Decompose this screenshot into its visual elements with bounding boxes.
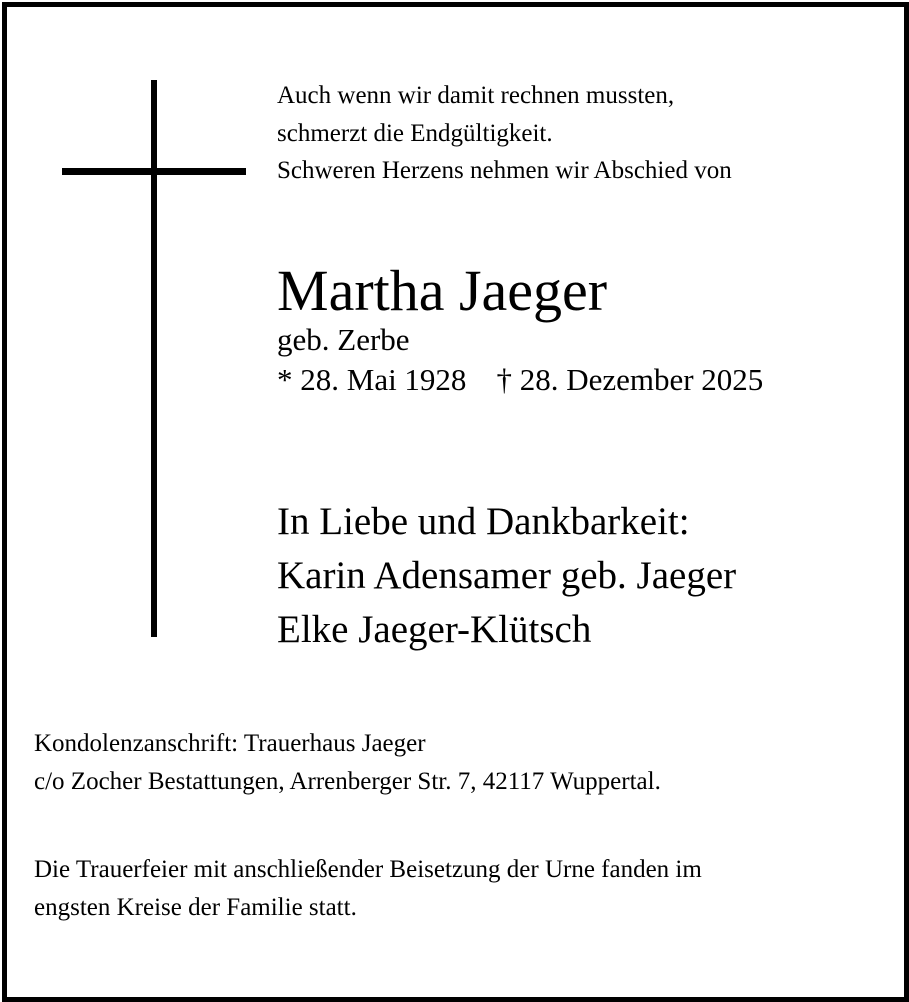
condolence-address (34, 725, 661, 800)
cross-vertical-beam (151, 80, 157, 637)
ceremony-line: engsten Kreise der Familie statt. (34, 893, 357, 921)
condolence-line: Kondolenzanschrift: Trauerhaus Jaeger (34, 730, 426, 757)
mourners-block (277, 495, 736, 657)
death-date: † 28. Dezember 2025 (496, 362, 764, 397)
intro-text (277, 77, 732, 190)
ceremony-note (34, 851, 702, 926)
intro-line: Auch wenn wir damit rechnen mussten, (277, 82, 675, 109)
cross-horizontal-beam (62, 168, 246, 175)
intro-line: schmerzt die Endgültigkeit. (277, 119, 553, 147)
life-dates (277, 360, 763, 400)
intro-line: Schweren Herzens nehmen wir Abschied von (277, 157, 732, 184)
mourners-heading: In Liebe und Dankbarkeit: (277, 500, 690, 543)
mourner-name: Elke Jaeger-Klütsch (277, 608, 592, 651)
deceased-name: Martha Jaeger (277, 258, 608, 323)
birth-date: * 28. Mai 1928 (277, 362, 467, 397)
ceremony-line: Die Trauerfeier mit anschließender Beisetzung der Urne fanden im (34, 856, 702, 883)
condolence-line: c/o Zocher Bestattungen, Arrenberger Str. 7, 42117 Wuppertal. (34, 767, 661, 795)
deceased-birth-name: geb. Zerbe (277, 322, 410, 357)
mourner-name: Karin Adensamer geb. Jaeger (277, 554, 737, 597)
